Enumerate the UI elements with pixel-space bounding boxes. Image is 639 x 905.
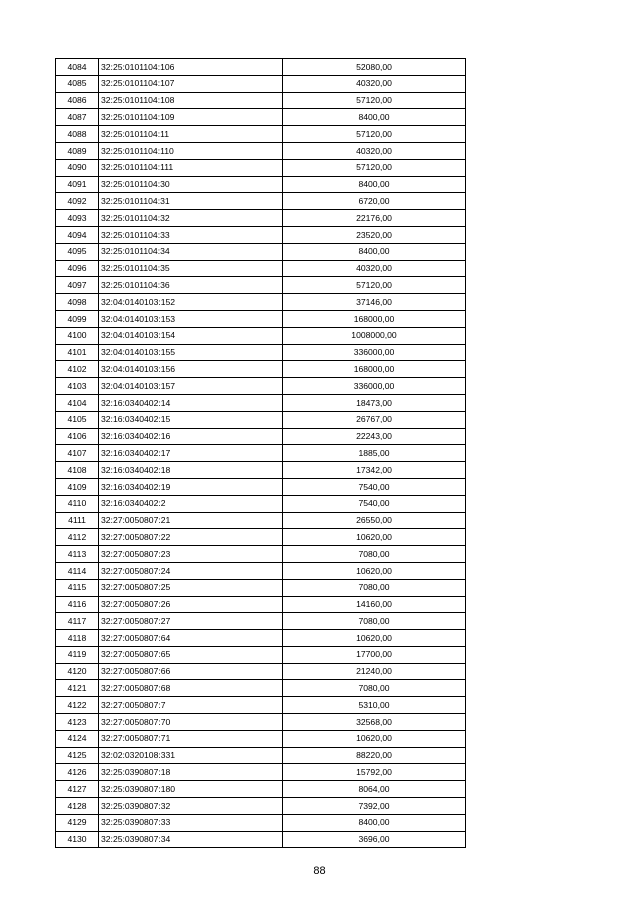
value-cell: 6720,00 — [283, 193, 466, 210]
table-row — [56, 613, 466, 630]
table-row — [56, 109, 466, 126]
value-cell: 168000,00 — [283, 310, 466, 327]
row-number-cell: 4118 — [56, 630, 99, 647]
cadastral-number-cell: 32:27:0050807:65 — [99, 646, 283, 663]
row-number-cell: 4109 — [56, 478, 99, 495]
value-cell: 8400,00 — [283, 814, 466, 831]
row-number-cell: 4119 — [56, 646, 99, 663]
cadastral-number-cell: 32:25:0390807:18 — [99, 764, 283, 781]
row-number-cell: 4097 — [56, 277, 99, 294]
value-cell: 26767,00 — [283, 411, 466, 428]
value-cell: 10620,00 — [283, 730, 466, 747]
row-number-cell: 4123 — [56, 714, 99, 731]
table-row — [56, 277, 466, 294]
cadastral-number-cell: 32:25:0101104:109 — [99, 109, 283, 126]
table-row — [56, 831, 466, 848]
value-cell: 32568,00 — [283, 714, 466, 731]
row-number-cell: 4120 — [56, 663, 99, 680]
table-row — [56, 193, 466, 210]
row-number-cell: 4122 — [56, 697, 99, 714]
row-number-cell: 4094 — [56, 226, 99, 243]
cadastral-number-cell: 32:25:0101104:11 — [99, 126, 283, 143]
cadastral-number-cell: 32:25:0101104:106 — [99, 59, 283, 76]
cadastral-number-cell: 32:27:0050807:25 — [99, 579, 283, 596]
value-cell: 57120,00 — [283, 92, 466, 109]
page-number: 88 — [313, 865, 326, 877]
value-cell: 37146,00 — [283, 294, 466, 311]
row-number-cell: 4101 — [56, 344, 99, 361]
cadastral-number-cell: 32:27:0050807:7 — [99, 697, 283, 714]
value-cell: 5310,00 — [283, 697, 466, 714]
table-row — [56, 75, 466, 92]
value-cell: 3696,00 — [283, 831, 466, 848]
row-number-cell: 4130 — [56, 831, 99, 848]
value-cell: 14160,00 — [283, 596, 466, 613]
cadastral-number-cell: 32:16:0340402:14 — [99, 394, 283, 411]
table-row — [56, 579, 466, 596]
registry-table — [55, 58, 466, 848]
table-row — [56, 159, 466, 176]
table-row — [56, 226, 466, 243]
row-number-cell: 4086 — [56, 92, 99, 109]
cadastral-number-cell: 32:25:0101104:34 — [99, 243, 283, 260]
value-cell: 21240,00 — [283, 663, 466, 680]
table-row — [56, 210, 466, 227]
table-row — [56, 478, 466, 495]
table-row — [56, 445, 466, 462]
table-row — [56, 730, 466, 747]
cadastral-number-cell: 32:27:0050807:26 — [99, 596, 283, 613]
table-row — [56, 176, 466, 193]
row-number-cell: 4089 — [56, 142, 99, 159]
row-number-cell: 4099 — [56, 310, 99, 327]
cadastral-number-cell: 32:27:0050807:70 — [99, 714, 283, 731]
row-number-cell: 4096 — [56, 260, 99, 277]
row-number-cell: 4108 — [56, 462, 99, 479]
cadastral-number-cell: 32:25:0101104:107 — [99, 75, 283, 92]
cadastral-number-cell: 32:27:0050807:68 — [99, 680, 283, 697]
cadastral-number-cell: 32:25:0390807:32 — [99, 798, 283, 815]
registry-table-body — [56, 59, 466, 848]
table-row — [56, 596, 466, 613]
value-cell: 10620,00 — [283, 529, 466, 546]
cadastral-number-cell: 32:27:0050807:23 — [99, 546, 283, 563]
row-number-cell: 4103 — [56, 378, 99, 395]
value-cell: 88220,00 — [283, 747, 466, 764]
value-cell: 15792,00 — [283, 764, 466, 781]
cadastral-number-cell: 32:27:0050807:66 — [99, 663, 283, 680]
value-cell: 40320,00 — [283, 75, 466, 92]
row-number-cell: 4117 — [56, 613, 99, 630]
value-cell: 8400,00 — [283, 109, 466, 126]
row-number-cell: 4098 — [56, 294, 99, 311]
row-number-cell: 4126 — [56, 764, 99, 781]
value-cell: 26550,00 — [283, 512, 466, 529]
cadastral-number-cell: 32:04:0140103:155 — [99, 344, 283, 361]
table-row — [56, 546, 466, 563]
table-row — [56, 462, 466, 479]
table-row — [56, 495, 466, 512]
row-number-cell: 4092 — [56, 193, 99, 210]
row-number-cell: 4112 — [56, 529, 99, 546]
row-number-cell: 4104 — [56, 394, 99, 411]
cadastral-number-cell: 32:04:0140103:157 — [99, 378, 283, 395]
cadastral-number-cell: 32:27:0050807:27 — [99, 613, 283, 630]
value-cell: 7080,00 — [283, 546, 466, 563]
table-row — [56, 310, 466, 327]
row-number-cell: 4113 — [56, 546, 99, 563]
cadastral-number-cell: 32:25:0101104:31 — [99, 193, 283, 210]
cadastral-number-cell: 32:25:0101104:35 — [99, 260, 283, 277]
row-number-cell: 4085 — [56, 75, 99, 92]
row-number-cell: 4128 — [56, 798, 99, 815]
value-cell: 7080,00 — [283, 579, 466, 596]
cadastral-number-cell: 32:27:0050807:71 — [99, 730, 283, 747]
table-row — [56, 59, 466, 76]
value-cell: 7540,00 — [283, 478, 466, 495]
row-number-cell: 4125 — [56, 747, 99, 764]
cadastral-number-cell: 32:25:0101104:36 — [99, 277, 283, 294]
cadastral-number-cell: 32:16:0340402:2 — [99, 495, 283, 512]
cadastral-number-cell: 32:04:0140103:152 — [99, 294, 283, 311]
cadastral-number-cell: 32:27:0050807:64 — [99, 630, 283, 647]
cadastral-number-cell: 32:27:0050807:22 — [99, 529, 283, 546]
row-number-cell: 4087 — [56, 109, 99, 126]
value-cell: 17342,00 — [283, 462, 466, 479]
cadastral-number-cell: 32:25:0101104:32 — [99, 210, 283, 227]
row-number-cell: 4127 — [56, 781, 99, 798]
table-row — [56, 680, 466, 697]
cadastral-number-cell: 32:04:0140103:153 — [99, 310, 283, 327]
value-cell: 1885,00 — [283, 445, 466, 462]
value-cell: 1008000,00 — [283, 327, 466, 344]
table-row — [56, 411, 466, 428]
row-number-cell: 4121 — [56, 680, 99, 697]
table-row — [56, 529, 466, 546]
table-row — [56, 260, 466, 277]
table-row — [56, 294, 466, 311]
table-row — [56, 562, 466, 579]
value-cell: 7540,00 — [283, 495, 466, 512]
row-number-cell: 4100 — [56, 327, 99, 344]
value-cell: 57120,00 — [283, 277, 466, 294]
cadastral-number-cell: 32:25:0101104:30 — [99, 176, 283, 193]
value-cell: 168000,00 — [283, 361, 466, 378]
value-cell: 8064,00 — [283, 781, 466, 798]
table-row — [56, 764, 466, 781]
row-number-cell: 4095 — [56, 243, 99, 260]
value-cell: 22176,00 — [283, 210, 466, 227]
table-row — [56, 126, 466, 143]
table-row — [56, 814, 466, 831]
cadastral-number-cell: 32:25:0390807:180 — [99, 781, 283, 798]
cadastral-number-cell: 32:25:0390807:33 — [99, 814, 283, 831]
value-cell: 52080,00 — [283, 59, 466, 76]
cadastral-number-cell: 32:16:0340402:17 — [99, 445, 283, 462]
table-row — [56, 697, 466, 714]
value-cell: 336000,00 — [283, 378, 466, 395]
value-cell: 40320,00 — [283, 260, 466, 277]
row-number-cell: 4115 — [56, 579, 99, 596]
table-row — [56, 142, 466, 159]
table-row — [56, 714, 466, 731]
table-row — [56, 92, 466, 109]
table-row — [56, 394, 466, 411]
value-cell: 10620,00 — [283, 562, 466, 579]
cadastral-number-cell: 32:25:0390807:34 — [99, 831, 283, 848]
row-number-cell: 4090 — [56, 159, 99, 176]
cadastral-number-cell: 32:25:0101104:110 — [99, 142, 283, 159]
table-row — [56, 361, 466, 378]
row-number-cell: 4107 — [56, 445, 99, 462]
row-number-cell: 4110 — [56, 495, 99, 512]
cadastral-number-cell: 32:27:0050807:21 — [99, 512, 283, 529]
row-number-cell: 4093 — [56, 210, 99, 227]
cadastral-number-cell: 32:16:0340402:16 — [99, 428, 283, 445]
value-cell: 40320,00 — [283, 142, 466, 159]
value-cell: 57120,00 — [283, 126, 466, 143]
cadastral-number-cell: 32:25:0101104:111 — [99, 159, 283, 176]
cadastral-number-cell: 32:16:0340402:18 — [99, 462, 283, 479]
cadastral-number-cell: 32:04:0140103:154 — [99, 327, 283, 344]
table-row — [56, 344, 466, 361]
row-number-cell: 4129 — [56, 814, 99, 831]
value-cell: 336000,00 — [283, 344, 466, 361]
table-row — [56, 512, 466, 529]
cadastral-number-cell: 32:04:0140103:156 — [99, 361, 283, 378]
row-number-cell: 4084 — [56, 59, 99, 76]
cadastral-number-cell: 32:02:0320108:331 — [99, 747, 283, 764]
cadastral-number-cell: 32:16:0340402:15 — [99, 411, 283, 428]
table-row — [56, 428, 466, 445]
value-cell: 8400,00 — [283, 176, 466, 193]
table-row — [56, 781, 466, 798]
value-cell: 17700,00 — [283, 646, 466, 663]
row-number-cell: 4105 — [56, 411, 99, 428]
row-number-cell: 4091 — [56, 176, 99, 193]
value-cell: 22243,00 — [283, 428, 466, 445]
cadastral-number-cell: 32:16:0340402:19 — [99, 478, 283, 495]
value-cell: 23520,00 — [283, 226, 466, 243]
table-row — [56, 747, 466, 764]
value-cell: 8400,00 — [283, 243, 466, 260]
value-cell: 57120,00 — [283, 159, 466, 176]
table-row — [56, 243, 466, 260]
table-row — [56, 646, 466, 663]
row-number-cell: 4088 — [56, 126, 99, 143]
row-number-cell: 4102 — [56, 361, 99, 378]
row-number-cell: 4114 — [56, 562, 99, 579]
value-cell: 18473,00 — [283, 394, 466, 411]
value-cell: 10620,00 — [283, 630, 466, 647]
table-row — [56, 798, 466, 815]
value-cell: 7080,00 — [283, 613, 466, 630]
cadastral-number-cell: 32:25:0101104:108 — [99, 92, 283, 109]
cadastral-number-cell: 32:25:0101104:33 — [99, 226, 283, 243]
table-row — [56, 327, 466, 344]
row-number-cell: 4116 — [56, 596, 99, 613]
row-number-cell: 4111 — [56, 512, 99, 529]
cadastral-number-cell: 32:27:0050807:24 — [99, 562, 283, 579]
value-cell: 7080,00 — [283, 680, 466, 697]
table-row — [56, 378, 466, 395]
value-cell: 7392,00 — [283, 798, 466, 815]
table-row — [56, 663, 466, 680]
table-row — [56, 630, 466, 647]
row-number-cell: 4106 — [56, 428, 99, 445]
row-number-cell: 4124 — [56, 730, 99, 747]
